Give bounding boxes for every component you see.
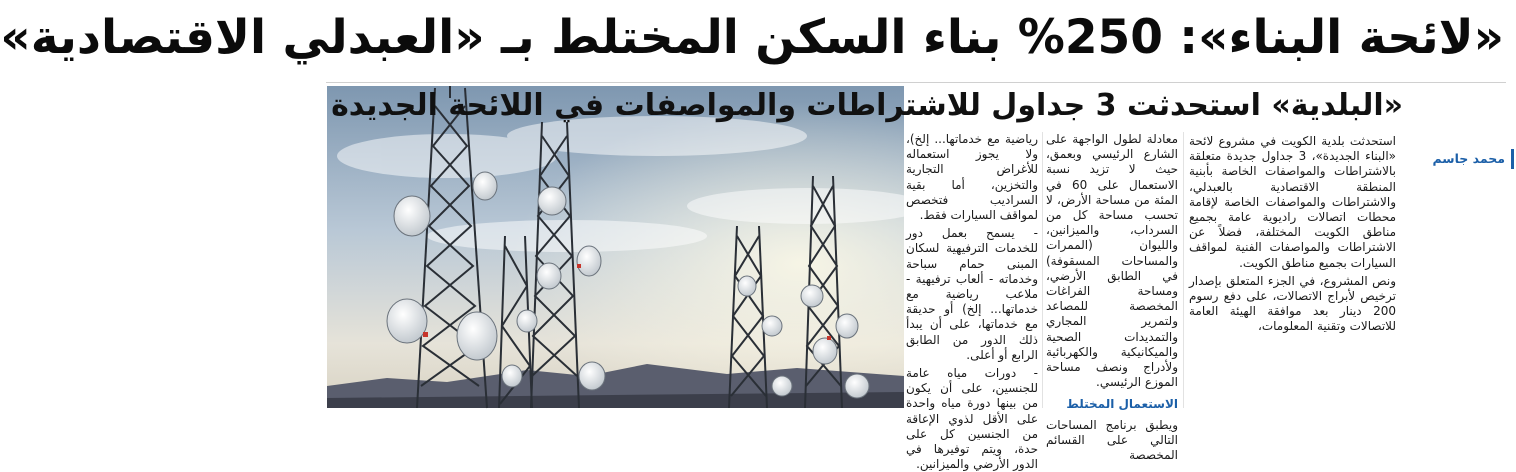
header-divider	[326, 82, 1506, 83]
paragraph: ونص المشروع، في الجزء المتعلق بإصدار ترخيص لأبراج الاتصالات، على دفع رسوم 200 دينار بعد موافقة الهيئة العامة للاتصالات وتقنية المعلومات،	[1189, 273, 1396, 334]
author-byline: محمد جاسم	[1433, 149, 1515, 169]
section-heading: الاستعمال المختلط	[1066, 397, 1178, 412]
column-divider	[1042, 132, 1043, 408]
article-headline: «لائحة البناء»: 250% بناء السكن المختلط بـ «العبدلي الاقتصادية»	[0, 10, 1504, 65]
article-column-2	[1046, 132, 1179, 463]
paragraph: رياضية مع خدماتها... إلخ)، ولا يجوز استعماله للأغراض التجارية والتخزين، أما بقية السراديب فتخصص لمواقف السيارات فقط.	[906, 132, 1038, 223]
article-subheadline: «البلدية» استحدثت 3 جداول للاشتراطات والمواصفات في اللائحة الجديدة	[331, 88, 1403, 123]
paragraph: - دورات مياه عامة للجنسين، على أن يكون من بينها دورة مياه واحدة على الأقل لذوي الإعاقة من الجنسين كل على حدة، ويتم توفيرها في الدور الأرضي والميزانين.	[906, 366, 1038, 472]
paragraph: استحدثت بلدية الكويت في مشروع لائحة «البناء الجديدة»، 3 جداول جديدة متعلقة بالاشتراطات والمواصفات الخاصة بأبنية المنطقة الاقتصادية بالعبدلي، والاشتراطات والمواصفات الخاصة لإقامة محطات اتصالات راديوية عامة بجميع مناطق الكويت المختلفة، فضلاً عن الاشتراطات والمواصفات الفنية لمواقف السيارات بجميع مناطق الكويت.	[1189, 134, 1396, 270]
column-divider	[1183, 132, 1184, 408]
telecom-towers-photo	[327, 86, 904, 408]
byline-container	[1404, 148, 1514, 170]
article-column-1	[1189, 134, 1396, 410]
article-column-3	[906, 132, 1038, 472]
paragraph: - يسمح بعمل دور للخدمات الترفيهية لسكان المبنى حمام سباحة وخدماته - ألعاب ترفيهية - ملاعب رياضية مع خدماتها... إلخ) أو حديقة مع خدماتها، على أن يبدأ ذلك الدور من الطابق الرابع أو أعلى.	[906, 226, 1038, 362]
paragraph: معادلة لطول الواجهة على الشارع الرئيسي وبعمق، حيث لا تزيد نسبة الاستعمال على 60 في المئة من مساحة الأرض، لا تحسب مساحة كل من السرداب، والميزانين، والليوان (الممرات والمساحات المسقوفة) في الطابق الأرضي، ومساحة الفراغات المخصصة للمصاعد ولتمرير المجاري والتمديدات الصحية والميكانيكية والكهربائية ولأدراج ونصف مساحة الموزع الرئيسي.	[1046, 132, 1179, 390]
paragraph: ويطبق برنامج المساحات التالي على القسائم المخصصة	[1046, 417, 1178, 463]
